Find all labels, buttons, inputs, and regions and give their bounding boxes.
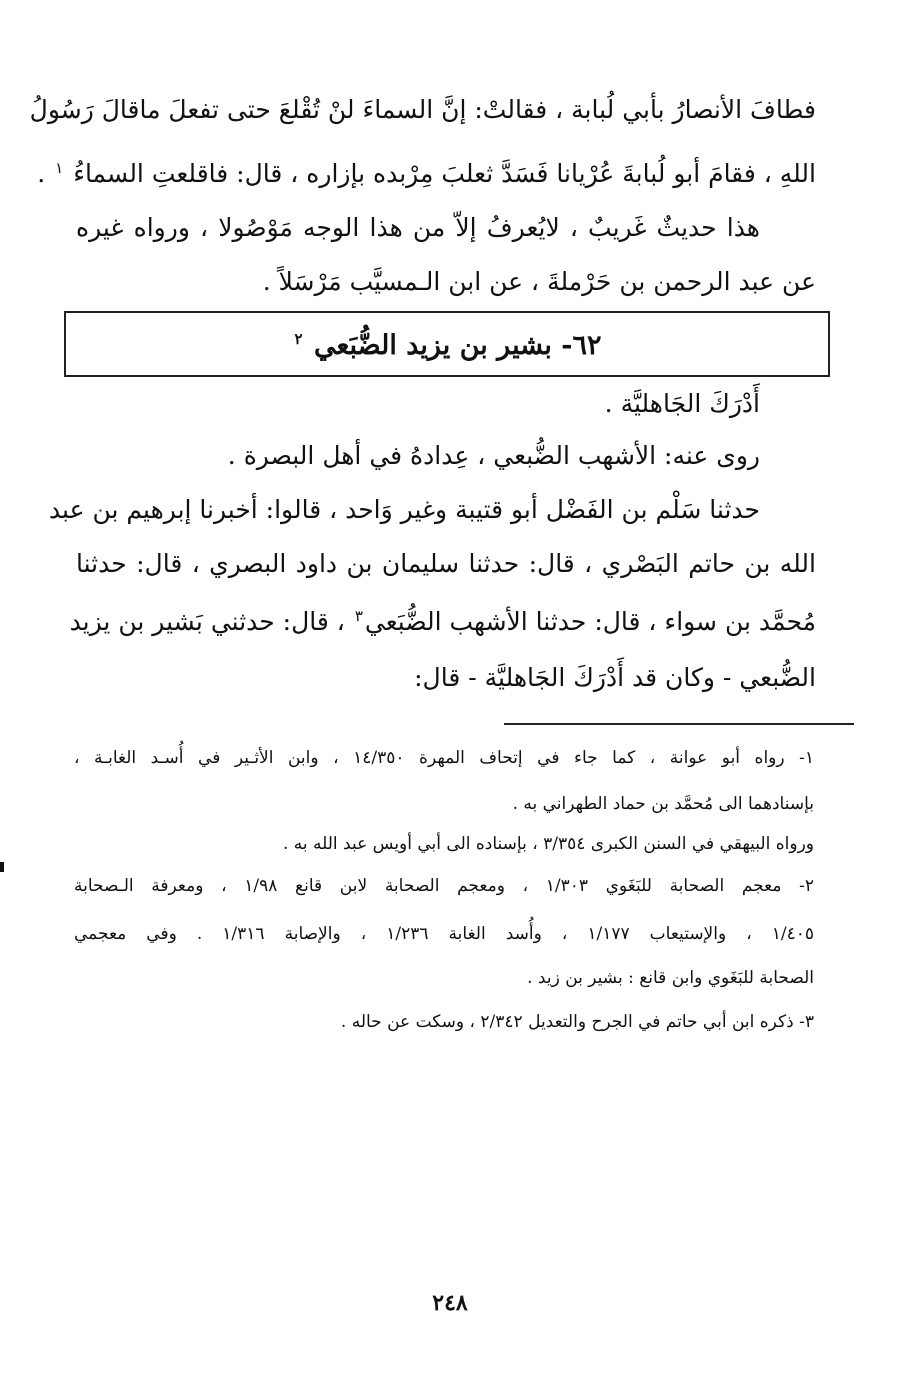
section-title-text: ٦٢- بشير بن يزيد الضُّبَعي <box>314 330 602 361</box>
footnote-ref: ١ <box>55 158 64 177</box>
footnote-line: الصحابة للبَغَوي وابن قانع : بشير بن زيد . <box>527 968 814 988</box>
footnote-line: ٣- ذكره ابن أبي حاتم في الجرح والتعديل ٢/٣٤٢ ، وسكت عن حاله . <box>340 1012 814 1032</box>
scan-mark <box>0 862 4 872</box>
paragraph-line <box>69 602 816 642</box>
section-title <box>66 327 828 365</box>
footnote-line: بإسنادهما الى مُحمَّد بن حماد الطهراني به . <box>512 794 814 814</box>
paragraph-text: اللهِ ، فقامَ أبو لُبابةَ عُرْيانا فَسَدَّ ثعلبَ مِرْبده بإزاره ، قال: فاقلعتِ السماءُ <box>73 159 816 188</box>
paragraph-line: هذا حديثٌ غَريبٌ ، لايُعرفُ إلاّ من هذا الوجه مَوْصُولا ، ورواه غيره <box>76 213 760 242</box>
paragraph-text: ، قال: حدثني بَشير بن يزيد <box>69 607 345 636</box>
footnote-separator <box>504 723 854 725</box>
paragraph-line <box>37 154 816 194</box>
footnote-line: ورواه البيهقي في السنن الكبرى ٣/٣٥٤ ، بإسناده الى أبي أويس عبد الله به . <box>282 834 814 854</box>
paragraph-line: أَدْرَكَ الجَاهليَّة . <box>604 389 760 418</box>
page-number: ٢٤٨ <box>432 1290 468 1316</box>
section-heading-box <box>64 311 830 377</box>
footnote-ref: ٣ <box>354 606 363 625</box>
paragraph-text: . <box>37 159 46 188</box>
paragraph-line: عن عبد الرحمن بن حَرْملةَ ، عن ابن الـمسيَّب مَرْسَلاً . <box>262 267 816 296</box>
footnote-line: ١- رواه أبو عوانة ، كما جاء في إتحاف المهرة ١٤/٣٥٠ ، وابن الأثـير في أُسـد الغابـة ، <box>74 748 814 768</box>
paragraph-line: الله بن حاتم البَصْري ، قال: حدثنا سليمان بن داود البصري ، قال: حدثنا <box>76 549 816 578</box>
footnote-line: ١/٤٠٥ ، والإستيعاب ١/١٧٧ ، وأُسد الغابة ١/٢٣٦ ، والإصابة ١/٣١٦ . وفي معجمي <box>74 924 815 944</box>
paragraph-line: فطافَ الأنصارُ بأبي لُبابة ، فقالتْ: إنَّ السماءَ لنْ تُقْلعَ حتى تفعلَ ماقالَ رَسُولُ <box>29 95 816 124</box>
footnote-line: ٢- معجم الصحابة للبَغَوي ١/٣٠٣ ، ومعجم الصحابة لابن قانع ١/٩٨ ، ومعرفة الـصحابة <box>74 876 815 896</box>
paragraph-text: مُحمَّد بن سواء ، قال: حدثنا الأشهب الضُّبَعي <box>364 607 816 636</box>
paragraph-line: روى عنه: الأشهب الضُّبعي ، عِدادهُ في أهل البصرة . <box>227 441 760 470</box>
paragraph-line: حدثنا سَلْم بن الفَضْل أبو قتيبة وغير وَاحد ، قالوا: أخبرنا إبرهيم بن عبد <box>48 495 760 524</box>
footnote-ref: ٢ <box>294 330 303 348</box>
paragraph-line: الضُّبعي - وكان قد أَدْرَكَ الجَاهليَّة - قال: <box>414 663 816 692</box>
